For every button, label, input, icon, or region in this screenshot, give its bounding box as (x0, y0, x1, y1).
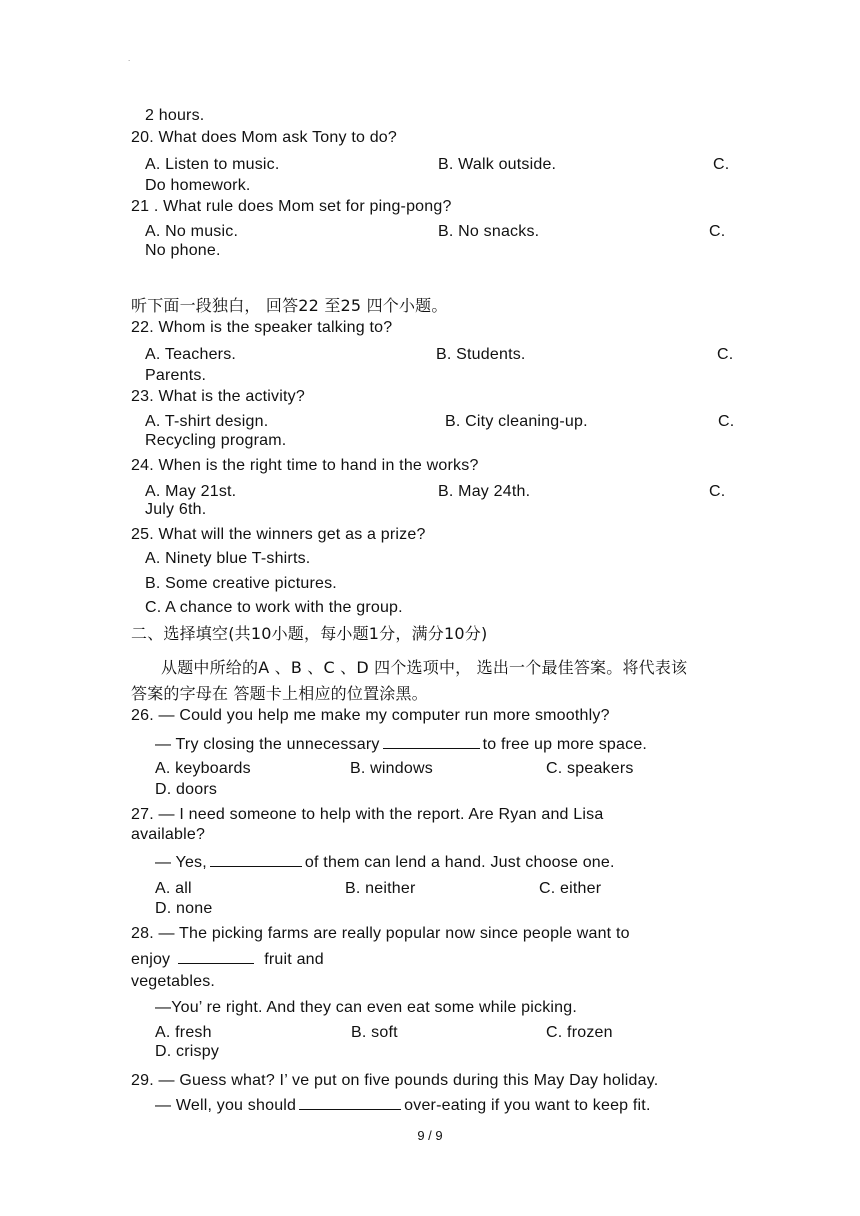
question-23: 23. What is the activity? (131, 388, 305, 405)
question-20: 20. What does Mom ask Tony to do? (131, 129, 397, 146)
q28-option-a: A. fresh (155, 1024, 212, 1041)
q22-option-c-text: Parents. (145, 367, 207, 384)
q28-reply: —You’ re right. And they can even eat some while picking. (155, 999, 578, 1016)
q20-option-b: B. Walk outside. (438, 156, 557, 173)
question-25: 25. What will the winners get as a prize? (131, 526, 426, 543)
q24-option-c-label: C. (709, 483, 726, 500)
q26-reply (155, 733, 647, 755)
q26-reply-end: to free up more space. (482, 736, 648, 753)
q28-enjoy: enjoy (131, 951, 171, 968)
q28-option-d: D. crispy (155, 1043, 220, 1060)
question-26: 26. — Could you help me make my computer run more smoothly? (131, 707, 610, 724)
q28-option-b: B. soft (351, 1024, 398, 1041)
q24-option-a: A. May 21st. (145, 483, 237, 500)
section-two-heading: 二、选择填空(共10小题，每小题1分，满分10分) (131, 624, 488, 643)
question-28-cont-2: vegetables. (131, 973, 216, 990)
q22-option-a: A. Teachers. (145, 346, 237, 363)
q21-option-b: B. No snacks. (438, 223, 540, 240)
q21-option-c-text: No phone. (145, 242, 221, 259)
answer-blank (383, 733, 480, 749)
question-28: 28. — The picking farms are really popular now since people want to (131, 925, 630, 942)
q22-option-c-label: C. (717, 346, 734, 363)
q25-option-b: B. Some creative pictures. (145, 575, 337, 592)
question-27: 27. — I need someone to help with the report. Are Ryan and Lisa (131, 806, 604, 823)
q26-option-b: B. windows (350, 760, 433, 777)
q21-option-c-label: C. (709, 223, 726, 240)
q27-option-c: C. either (539, 880, 602, 897)
q20-option-c-text: Do homework. (145, 177, 251, 194)
answer-blank (178, 948, 254, 964)
q21-option-a: A. No music. (145, 223, 239, 240)
question-22: 22. Whom is the speaker talking to? (131, 319, 393, 336)
continued-answer: 2 hours. (145, 107, 205, 124)
q26-option-a: A. keyboards (155, 760, 251, 777)
q27-option-d: D. none (155, 900, 213, 917)
q24-option-b: B. May 24th. (438, 483, 531, 500)
question-28-cont (131, 948, 324, 970)
page-number: 9 / 9 (417, 1128, 443, 1143)
q28-fruit: fruit and (264, 951, 324, 968)
question-24: 24. When is the right time to hand in the works? (131, 457, 479, 474)
section-instruction: 听下面一段独白， 回答22 至25 四个小题。 (131, 296, 448, 315)
q26-option-c: C. speakers (546, 760, 634, 777)
q23-option-b: B. City cleaning-up. (445, 413, 588, 430)
section-two-instruction-1: 从题中所给的A 、B 、C 、D 四个选项中， 选出一个最佳答案。将代表该 (161, 658, 688, 677)
q23-option-c-label: C. (718, 413, 735, 430)
question-29: 29. — Guess what? I’ ve put on five pounds during this May Day holiday. (131, 1072, 659, 1089)
q27-reply-start: — Yes, (155, 854, 207, 871)
q20-option-c-label: C. (713, 156, 730, 173)
q29-reply-start: — Well, you should (155, 1097, 297, 1114)
answer-blank (299, 1094, 401, 1110)
q29-reply (155, 1094, 651, 1116)
question-21: 21 . What rule does Mom set for ping-pong? (131, 198, 452, 215)
q29-reply-end: over-eating if you want to keep fit. (404, 1097, 651, 1114)
q24-option-c-text: July 6th. (145, 501, 207, 518)
question-27-cont: available? (131, 826, 206, 843)
q23-option-c-text: Recycling program. (145, 432, 287, 449)
q20-option-a: A. Listen to music. (145, 156, 280, 173)
q26-option-d: D. doors (155, 781, 218, 798)
q25-option-a: A. Ninety blue T-shirts. (145, 550, 311, 567)
q28-option-c: C. frozen (546, 1024, 613, 1041)
q27-option-a: A. all (155, 880, 192, 897)
q27-option-b: B. neither (345, 880, 416, 897)
q26-reply-start: — Try closing the unnecessary (155, 736, 380, 753)
header-mark: . (128, 54, 131, 63)
q27-reply-end: of them can lend a hand. Just choose one. (304, 854, 615, 871)
q22-option-b: B. Students. (436, 346, 526, 363)
section-two-instruction-2: 答案的字母在 答题卡上相应的位置涂黑。 (131, 684, 428, 703)
q25-option-c: C. A chance to work with the group. (145, 599, 403, 616)
q23-option-a: A. T-shirt design. (145, 413, 269, 430)
answer-blank (210, 851, 302, 867)
q27-reply (155, 851, 615, 873)
